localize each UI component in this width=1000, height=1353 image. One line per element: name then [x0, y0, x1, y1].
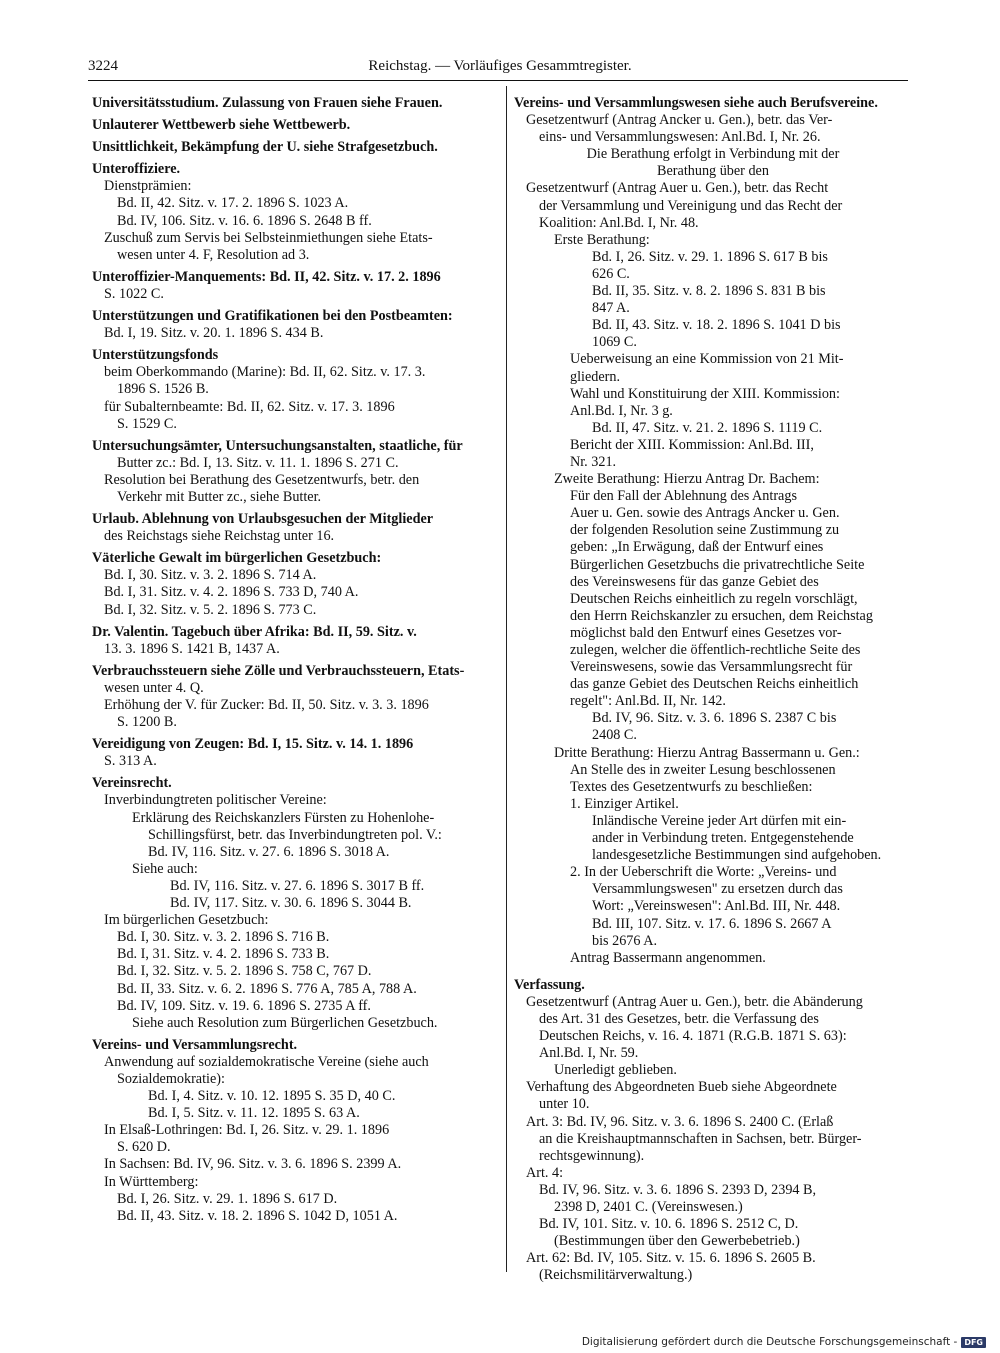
entry-line: ander in Verbindung treten. Entgegenstehende	[592, 830, 854, 847]
entry-line: 2398 D, 2401 C. (Vereinswesen.)	[554, 1199, 743, 1215]
entry-line: Wahl und Konstituirung der XIII. Kommission:	[570, 385, 840, 402]
entry-line: Im bürgerlichen Gesetzbuch:	[104, 912, 269, 929]
entry-line: Antrag Bassermann angenommen.	[570, 949, 766, 966]
entry-line: gliedern.	[570, 368, 621, 385]
entry-line: Dritte Berathung: Hierzu Antrag Bassermann u. Gen.:	[554, 744, 860, 761]
entry-line: Auer u. Gen. sowie des Antrags Ancker u. Gen.	[570, 505, 840, 522]
index-entry	[92, 1037, 498, 1225]
index-entry	[92, 308, 498, 342]
entry-heading: Unterstützungen und Gratifikationen bei den Postbeamten:	[92, 308, 453, 325]
entry-line: Bd. I, 30. Sitz. v. 3. 2. 1896 S. 714 A.	[104, 567, 317, 584]
entry-line: rechtsgewinnung).	[539, 1147, 645, 1164]
entry-line: wesen unter 4. Q.	[104, 679, 204, 696]
right-column	[514, 95, 912, 1284]
entry-heading: Verfassung.	[514, 976, 585, 993]
entry-heading: Unlauterer Wettbewerb siehe Wettbewerb.	[92, 117, 351, 134]
entry-line: des Art. 31 des Gesetzes, betr. die Verfassung des	[539, 1010, 819, 1027]
entry-heading: Unsittlichkeit, Bekämpfung der U. siehe Strafgesetzbuch.	[92, 139, 438, 156]
entry-heading: Dr. Valentin. Tagebuch über Afrika: Bd. II, 59. Sitz. v.	[92, 623, 417, 640]
entry-line: Bd. IV, 101. Sitz. v. 10. 6. 1896 S. 2512 C, D.	[539, 1216, 799, 1233]
index-entry	[92, 117, 498, 134]
index-entry	[514, 95, 912, 967]
entry-line: beim Oberkommando (Marine): Bd. II, 62. Sitz. v. 17. 3.	[104, 364, 426, 381]
entry-line: zulegen, welcher die öffentlich-rechtliche Seite des	[570, 642, 861, 658]
index-entry	[514, 977, 912, 1285]
entry-line: Bd. I, 32. Sitz. v. 5. 2. 1896 S. 773 C.	[104, 601, 317, 618]
entry-line: der folgenden Resolution seine Zustimmung zu	[570, 522, 840, 539]
entry-line: Resolution bei Berathung des Gesetzentwurfs, betr. den	[104, 471, 420, 488]
entry-line: für Subalternbeamte: Bd. II, 62. Sitz. v. 17. 3. 1896	[104, 398, 395, 415]
index-entry	[92, 95, 498, 112]
entry-line: Bd. I, 26. Sitz. v. 29. 1. 1896 S. 617 D.	[117, 1190, 338, 1207]
entry-line: S. 1200 B.	[117, 714, 177, 731]
entry-line: den Herrn Reichskanzler zu ersuchen, dem Reichstag	[570, 607, 873, 624]
entry-line: regelt": Anl.Bd. II, Nr. 142.	[570, 693, 726, 710]
entry-line: unter 10.	[539, 1096, 590, 1113]
entry-line: Erste Berathung:	[554, 231, 650, 248]
entry-line: Bd. III, 107. Sitz. v. 17. 6. 1896 S. 2667 A	[592, 915, 832, 932]
entry-line: Erhöhung der V. für Zucker: Bd. II, 50. Sitz. v. 3. 3. 1896	[104, 697, 429, 713]
index-entry	[92, 347, 498, 432]
entry-line: Butter zc.: Bd. I, 13. Sitz. v. 11. 1. 1896 S. 271 C.	[117, 454, 399, 471]
entry-line: Bd. I, 4. Sitz. v. 10. 12. 1895 S. 35 D, 40 C.	[148, 1088, 396, 1105]
entry-line: Bd. IV, 109. Sitz. v. 19. 6. 1896 S. 2735 A ff.	[117, 997, 371, 1014]
entry-line: Verkehr mit Butter zc., siehe Butter.	[117, 488, 322, 505]
entry-line: Wort: „Vereinswesen": Anl.Bd. III, Nr. 448.	[592, 898, 841, 915]
entry-line: (Bestimmungen über den Gewerbebetrieb.)	[554, 1233, 800, 1250]
entry-line: Bd. IV, 96. Sitz. v. 3. 6. 1896 S. 2393 D, 2394 B,	[539, 1181, 817, 1198]
entry-line: 1069 C.	[592, 334, 637, 351]
entry-line: Unerledigt geblieben.	[554, 1062, 677, 1079]
index-entry	[92, 775, 498, 1031]
entry-line: Art. 3: Bd. IV, 96. Sitz. v. 3. 6. 1896 S. 2400 C. (Erlaß	[526, 1113, 834, 1130]
entry-line: eins- und Versammlungswesen: Anl.Bd. I, Nr. 26.	[539, 129, 821, 146]
entry-heading: Vereins- und Versammlungswesen siehe auch Berufsvereine.	[514, 95, 878, 111]
left-column	[92, 95, 498, 1230]
index-entry	[92, 161, 498, 264]
entry-line: Für den Fall der Ablehnung des Antrags	[570, 488, 797, 505]
entry-line: Verhaftung des Abgeordneten Bueb siehe Abgeordnete	[526, 1079, 837, 1096]
entry-line: Bd. I, 31. Sitz. v. 4. 2. 1896 S. 733 B.	[117, 946, 330, 963]
entry-line: wesen unter 4. F, Resolution ad 3.	[117, 246, 310, 263]
entry-line: Gesetzentwurf (Antrag Ancker u. Gen.), betr. das Ver-	[526, 112, 833, 129]
entry-line: Gesetzentwurf (Antrag Auer u. Gen.), betr. das Recht	[526, 180, 829, 197]
entry-line: 2408 C.	[592, 727, 637, 744]
entry-line: In Elsaß-Lothringen: Bd. I, 26. Sitz. v. 29. 1. 1896	[104, 1122, 390, 1139]
entry-line: Bericht der XIII. Kommission: Anl.Bd. III,	[570, 436, 814, 453]
entry-line: 847 A.	[592, 300, 630, 317]
index-entry	[92, 624, 498, 658]
index-entry	[92, 438, 498, 506]
entry-line: Deutschen Reichs einheitlich zu regeln vorschlägt,	[570, 590, 858, 607]
footer-text: Digitalisierung gefördert durch die Deutsche Forschungsgemeinschaft -	[581, 1336, 958, 1348]
entry-heading: Unterstützungsfonds	[92, 347, 219, 364]
entry-line: S. 1529 C.	[117, 415, 177, 432]
entry-line: Berathung über den	[657, 163, 769, 180]
entry-line: Deutschen Reichs, v. 16. 4. 1871 (R.G.B. 1871 S. 63):	[539, 1028, 847, 1045]
entry-line: Bd. II, 47. Sitz. v. 21. 2. 1896 S. 1119 C.	[592, 419, 823, 436]
entry-line: Gesetzentwurf (Antrag Auer u. Gen.), betr. die Abänderung	[526, 993, 863, 1010]
entry-line: Anwendung auf sozialdemokratische Vereine (siehe auch	[104, 1053, 429, 1070]
entry-heading: Urlaub. Ablehnung von Urlaubsgesuchen der Mitglieder	[92, 511, 434, 528]
entry-line: Die Berathung erfolgt in Verbindung mit der	[586, 146, 840, 163]
entry-line: Bd. I, 19. Sitz. v. 20. 1. 1896 S. 434 B.	[104, 325, 324, 342]
entry-line: Siehe auch Resolution zum Bürgerlichen Gesetzbuch.	[132, 1014, 438, 1031]
entry-line: Bd. IV, 116. Sitz. v. 27. 6. 1896 S. 3017 B ff.	[170, 877, 425, 894]
entry-line: Bd. IV, 106. Sitz. v. 16. 6. 1896 S. 2648 B ff.	[117, 212, 372, 229]
entry-line: Schillingsfürst, betr. das Inverbindungtreten pol. V.:	[148, 826, 442, 843]
dfg-logo: DFG	[961, 1337, 986, 1348]
entry-line: Anl.Bd. I, Nr. 3 g.	[570, 402, 673, 419]
entry-line: Bd. I, 31. Sitz. v. 4. 2. 1896 S. 733 D, 740 A.	[104, 584, 359, 601]
entry-line: Erklärung des Reichskanzlers Fürsten zu Hohenlohe-	[132, 809, 435, 826]
entry-line: landesgesetzliche Bestimmungen sind aufgehoben.	[592, 847, 882, 864]
entry-heading: Unteroffiziere.	[92, 161, 181, 178]
entry-line: Bd. I, 30. Sitz. v. 3. 2. 1896 S. 716 B.	[117, 929, 330, 946]
index-entry	[92, 550, 498, 618]
entry-line: Koalition: Anl.Bd. I, Nr. 48.	[539, 214, 699, 231]
entry-line: Bd. II, 43. Sitz. v. 18. 2. 1896 S. 1042 D, 1051 A.	[117, 1207, 398, 1224]
entry-line: Bd. I, 26. Sitz. v. 29. 1. 1896 S. 617 B bis	[592, 248, 828, 265]
entry-line: 13. 3. 1896 S. 1421 B, 1437 A.	[104, 640, 280, 657]
entry-line: Zuschuß zum Servis bei Selbsteinmiethungen siehe Etats-	[104, 229, 433, 246]
entry-line: das ganze Gebiet des Deutschen Reichs einheitlich	[570, 676, 859, 693]
column-divider	[506, 86, 507, 1272]
index-entry	[92, 269, 498, 303]
entry-line: der Versammlung und Vereinigung und das Recht der	[539, 197, 843, 214]
entry-line: Bd. II, 33. Sitz. v. 6. 2. 1896 S. 776 A, 785 A, 788 A.	[117, 980, 417, 997]
entry-line: Textes des Gesetzentwurfs zu beschließen:	[570, 778, 813, 795]
entry-line: Ueberweisung an eine Kommission von 21 Mit-	[570, 351, 844, 368]
entry-line: bis 2676 A.	[592, 932, 658, 949]
running-header: Reichstag. — Vorläufiges Gesammtregister.	[368, 58, 632, 74]
entry-line: Bd. II, 43. Sitz. v. 18. 2. 1896 S. 1041 D bis	[592, 317, 841, 334]
entry-line: (Reichsmilitärverwaltung.)	[539, 1267, 693, 1284]
footer-credit	[582, 1336, 986, 1348]
entry-line: 1. Einziger Artikel.	[570, 795, 679, 812]
entry-line: 626 C.	[592, 265, 630, 282]
entry-heading: Verbrauchssteuern siehe Zölle und Verbrauchssteuern, Etats-	[92, 662, 465, 679]
entry-line: möglichst bald den Entwurf eines Gesetzes vor-	[570, 624, 842, 641]
entry-line: Versammlungswesen" zu ersetzen durch das	[592, 881, 843, 898]
entry-line: Bd. IV, 96. Sitz. v. 3. 6. 1896 S. 2387 C bis	[592, 710, 837, 727]
entry-line: Vereinswesens, sowie das Versammlungsrecht für	[570, 659, 853, 676]
index-entry	[92, 736, 498, 770]
entry-line: Nr. 321.	[570, 453, 617, 470]
entry-line: geben: „In Erwägung, daß der Entwurf eines	[570, 539, 824, 556]
entry-line: S. 1022 C.	[104, 285, 164, 302]
entry-line: Anl.Bd. I, Nr. 59.	[539, 1045, 639, 1062]
entry-line: Bd. II, 35. Sitz. v. 8. 2. 1896 S. 831 B bis	[592, 283, 826, 300]
entry-heading: Vereinsrecht.	[92, 775, 172, 792]
entry-line: 1896 S. 1526 B.	[117, 381, 209, 398]
entry-line: Inländische Vereine jeder Art dürfen mit ein-	[592, 812, 847, 829]
entry-heading: Väterliche Gewalt im bürgerlichen Gesetzbuch:	[92, 550, 382, 567]
entry-line: Bd. II, 42. Sitz. v. 17. 2. 1896 S. 1023 A.	[117, 195, 349, 212]
index-entry	[92, 663, 498, 731]
entry-line: Bd. IV, 117. Sitz. v. 30. 6. 1896 S. 3044 B.	[170, 895, 412, 912]
entry-line: des Reichstags siehe Reichstag unter 16.	[104, 528, 335, 545]
entry-line: S. 620 D.	[117, 1139, 171, 1156]
entry-heading: Untersuchungsämter, Untersuchungsanstalten, staatliche, für	[92, 437, 463, 454]
entry-heading: Vereidigung von Zeugen: Bd. I, 15. Sitz. v. 14. 1. 1896	[92, 736, 414, 753]
entry-line: Bd. IV, 116. Sitz. v. 27. 6. 1896 S. 3018 A.	[148, 843, 390, 860]
entry-line: des Vereinswesens für das ganze Gebiet des	[570, 573, 819, 590]
entry-line: In Sachsen: Bd. IV, 96. Sitz. v. 3. 6. 1896 S. 2399 A.	[104, 1156, 402, 1173]
entry-line: Dienstprämien:	[104, 178, 192, 195]
index-entry	[92, 511, 498, 545]
entry-line: an die Kreishauptmannschaften in Sachsen, betr. Bürger-	[539, 1130, 862, 1147]
entry-line: 2. In der Ueberschrift die Worte: „Vereins- und	[570, 864, 837, 881]
entry-line: In Württemberg:	[104, 1173, 199, 1190]
entry-heading: Universitätsstudium. Zulassung von Frauen siehe Frauen.	[92, 95, 443, 111]
entry-line: Art. 62: Bd. IV, 105. Sitz. v. 15. 6. 1896 S. 2605 B.	[526, 1250, 816, 1267]
entry-line: Inverbindungtreten politischer Vereine:	[104, 792, 327, 809]
entry-line: S. 313 A.	[104, 753, 157, 770]
entry-line: Sozialdemokratie):	[117, 1070, 225, 1087]
entry-line: Zweite Berathung: Hierzu Antrag Dr. Bachem:	[554, 471, 820, 488]
entry-line: Bd. I, 32. Sitz. v. 5. 2. 1896 S. 758 C, 767 D.	[117, 963, 372, 980]
entry-line: An Stelle des in zweiter Lesung beschlossenen	[570, 761, 836, 778]
entry-heading: Unteroffizier-Manquements: Bd. II, 42. Sitz. v. 17. 2. 1896	[92, 268, 441, 285]
entry-heading: Vereins- und Versammlungsrecht.	[92, 1036, 298, 1053]
index-entry	[92, 139, 498, 156]
entry-line: Bd. I, 5. Sitz. v. 11. 12. 1895 S. 63 A.	[148, 1105, 360, 1122]
entry-line: Siehe auch:	[132, 860, 198, 877]
entry-line: Bürgerlichen Gesetzbuchs die privatrechtliche Seite	[570, 556, 865, 573]
header-rule	[88, 80, 908, 81]
entry-line: Art. 4:	[526, 1164, 564, 1181]
page-number: 3224	[88, 58, 118, 74]
